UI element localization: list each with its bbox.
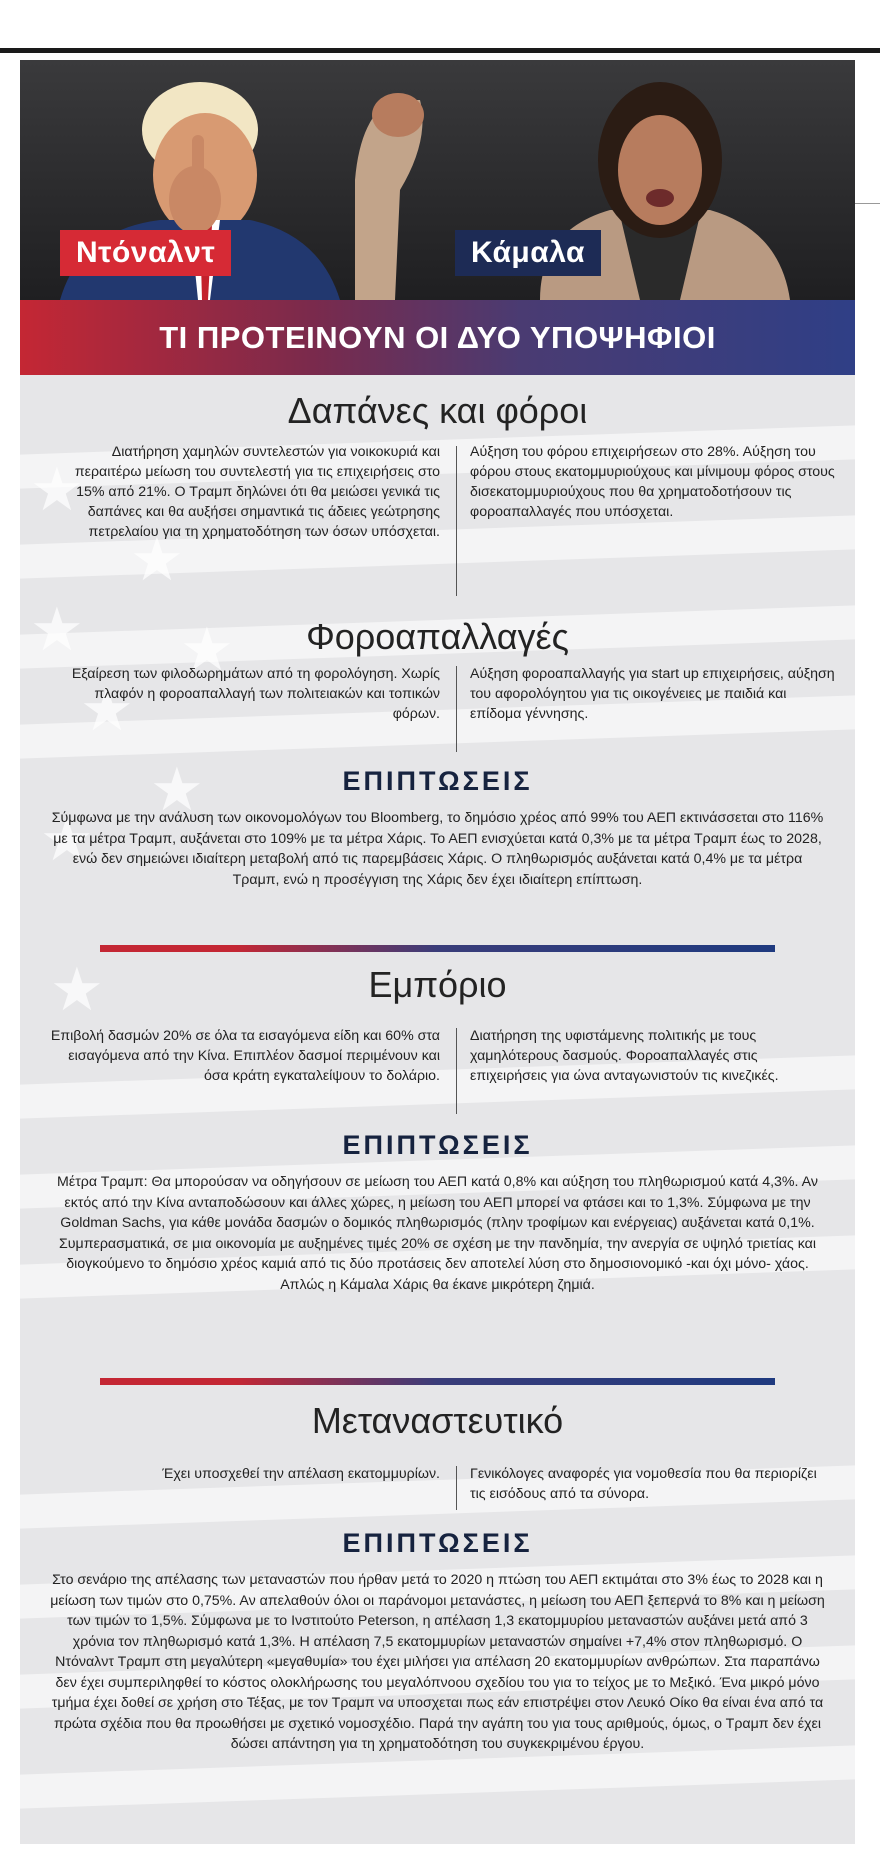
top-rule xyxy=(0,48,880,53)
star-icon: ★ xyxy=(130,526,184,593)
infographic-card xyxy=(20,60,855,1844)
hero-photo xyxy=(20,60,855,300)
impact-heading: ΕΠΙΠΤΩΣΕΙΣ xyxy=(342,1528,533,1558)
column-divider xyxy=(456,1466,457,1510)
impact-text-trade: Μέτρα Τραμπ: Θα μπορούσαν να οδηγήσουν σε μείωση του ΑΕΠ κατά 0,8% και αύξηση του πληθωρισμού κατά 4,3%. Αν εκτός από την Κίνα ανταποδώσουν και άλλες χώρες, η μείωση του ΑΕΠ μπορεί να φτάσει και το 1,3%. Σύμφωνα με την Goldman Sachs, για κάθε μονάδα δασμών ο δομικός πληθωρισμός (πλην τροφίμων και ενέργειας) αυξάνεται κατά 0,1%. Συμπερασματικά, σε μια οικονομία με αυξημένες τιμές 20% σε σχέση με την πανδημία, την ανεργία σε υψηλό τριετίας και διογκούμενο το δημόσιο χρέος καμιά από τις δύο προτάσεις δεν αποτελεί λύση στο δημοσιονομικό -και όχι μόνο- χάος. Απλώς η Κάμαλα Χάρις θα έκανε μικρότερη ζημιά. xyxy=(57,1174,818,1293)
taxes-harris-text: Αύξηση του φόρου επιχειρήσεων στο 28%. Αύξηση του φόρου στους εκατομμυριούχους και μίνιμουμ φόρος στους δισεκατομμυριούχους που θα χρηματοδοτήσουν τις φοροαπαλλαγές που υπόσχεται. xyxy=(470,444,835,520)
trade-trump-text: Επιβολή δασμών 20% σε όλα τα εισαγόμενα είδη και 60% στα εισαγόμενα από την Κίνα. Επιπλέον δασμοί περιμένουν και όσα κράτη εγκαταλείψουν το δολάριο. xyxy=(50,1028,440,1084)
section-title-taxes: Δαπάνες και φόροι xyxy=(287,390,588,431)
star-icon: ★ xyxy=(30,456,84,523)
candidate-name-harris: Κάμαλα xyxy=(455,230,601,276)
taxes-trump-text: Διατήρηση χαμηλών συντελεστών για νοικοκυριά και περαιτέρω μείωση του συντελεστή για τις επιχειρήσεις στο 15% από 21%. Ο Τραμπ δηλώνει ότι θα μειώσει γενικά τις δαπάνες και θα αυξήσει σημαντικά τις άδειες γεώτρησης πετρελαίου για τη χρηματοδότηση των όσων υπόσχεται. xyxy=(74,444,440,540)
impact-text-taxes: Σύμφωνα με την ανάλυση των οικονομολόγων του Bloomberg, το δημόσιο χρέος από 99% του ΑΕΠ εκτινάσσεται στο 116% με τα μέτρα Τραμπ, αυξάνεται στο 109% με τα μέτρα Χάρις. Το ΑΕΠ ενισχύεται κατά 0,3% με τα μέτρα Τραμπ έως το 2028, ενώ δεν σημειώνει ιδιαίτερη μεταβολή από τις παρεμβάσεις Χάρις. Ο πληθωρισμός αυξάνεται κατά 0,4% με τα μέτρα Τραμπ, ενώ η προσέγγιση της Χάρις δεν έχει ιδιαίτερη επίπτωση. xyxy=(51,810,824,888)
impact-heading: ΕΠΙΠΤΩΣΕΙΣ xyxy=(342,1130,533,1160)
section-title-exemptions: Φοροαπαλλαγές xyxy=(306,616,569,657)
title-banner xyxy=(20,300,855,375)
candidate-name-trump: Ντόναλντ xyxy=(60,230,231,276)
section-divider xyxy=(100,945,775,952)
star-icon: ★ xyxy=(80,676,134,743)
exemptions-trump-text: Εξαίρεση των φιλοδωρημάτων από τη φορολόγηση. Χωρίς πλαφόν η φοροαπαλλαγή των πολιτειακών και τοπικών φόρων. xyxy=(71,666,440,722)
migration-harris-text: Γενικόλογες αναφορές για νομοθεσία που θα περιορίζει τις εισόδους από τα σύνορα. xyxy=(470,1466,817,1502)
column-divider xyxy=(456,446,457,596)
column-divider xyxy=(456,1028,457,1114)
star-icon: ★ xyxy=(30,596,84,663)
banner-title: ΤΙ ΠΡΟΤΕΙΝΟΥΝ ΟΙ ΔΥΟ ΥΠΟΨΗΦΙΟΙ xyxy=(159,319,716,355)
column-divider xyxy=(456,666,457,752)
star-icon: ★ xyxy=(150,756,204,823)
section-divider xyxy=(100,1378,775,1385)
exemptions-harris-text: Αύξηση φοροαπαλλαγής για start up επιχειρήσεις, αύξηση του αφορολόγητου για τις οικογένειες με παιδιά και επίδομα γέννησης. xyxy=(470,666,835,722)
star-icon: ★ xyxy=(180,616,234,683)
impact-text-migration: Στο σενάριο της απέλασης των μεταναστών που ήρθαν μετά το 2020 η πτώση του ΑΕΠ εκτιμάται στο 3% έως το 2028 και η μείωση των τιμών στο 0,75%. Αν απελαθούν όλοι οι παράνομοι μετανάστες, η μείωση του ΑΕΠ ξεπερνά το 8% και η μείωση των τιμών το 1,5%. Σύμφωνα με το Ινστιτούτο Peterson, η απέλαση 1,3 εκατομμυρίου μεταναστών αυξάνει μετά από 3 χρόνια τον πληθωρισμό κατά 1,3%. Η απέλαση 7,5 εκατομμυρίων μεταναστών σημαίνει +7,4% στον πληθωρισμό. Ο Ντόναλντ Τραμπ στη μεγαλύτερη «μεγαθυμία» του έχει μιλήσει για απέλαση 20 εκατομμυρίων ανθρώπων. Στα παραπάνω δεν έχει συμπεριληφθεί το κόστος ολοκλήρωσης του μεγαλόπνοου σχεδίου του για το τείχος με το Μεξικό. Ένα μικρό μόνο τμήμα έχει δοθεί σε χρήση στο Τέξας, με τον Τραμπ να υποσχεται πως εάν επιστρέψει στον Λευκό Οίκο θα είναι ένα από τα πρώτα σχέδια που θα προωθήσει με σχετικό νομοσχέδιο. Παρά την αγάπη του για τους αριθμούς, όμως, ο Τραμπ δεν έχει δώσει απάντηση για τη χρηματοδότηση του συγκεκριμένου έργου. xyxy=(50,1572,825,1752)
side-rule xyxy=(855,203,880,204)
impact-heading: ΕΠΙΠΤΩΣΕΙΣ xyxy=(342,766,533,796)
star-icon: ★ xyxy=(40,806,94,873)
migration-trump-text: Έχει υποσχεθεί την απέλαση εκατομμυρίων. xyxy=(162,1466,440,1482)
section-title-migration: Μεταναστευτικό xyxy=(311,1400,564,1441)
section-title-trade: Εμπόριο xyxy=(368,964,507,1005)
star-icon: ★ xyxy=(50,956,104,1023)
trade-harris-text: Διατήρηση της υφιστάμενης πολιτικής με τους χαμηλότερους δασμούς. Φοροαπαλλαγές στις επιχειρήσεις για ώνα ανταγωνιστούν τις κινεζικές. xyxy=(470,1028,779,1084)
